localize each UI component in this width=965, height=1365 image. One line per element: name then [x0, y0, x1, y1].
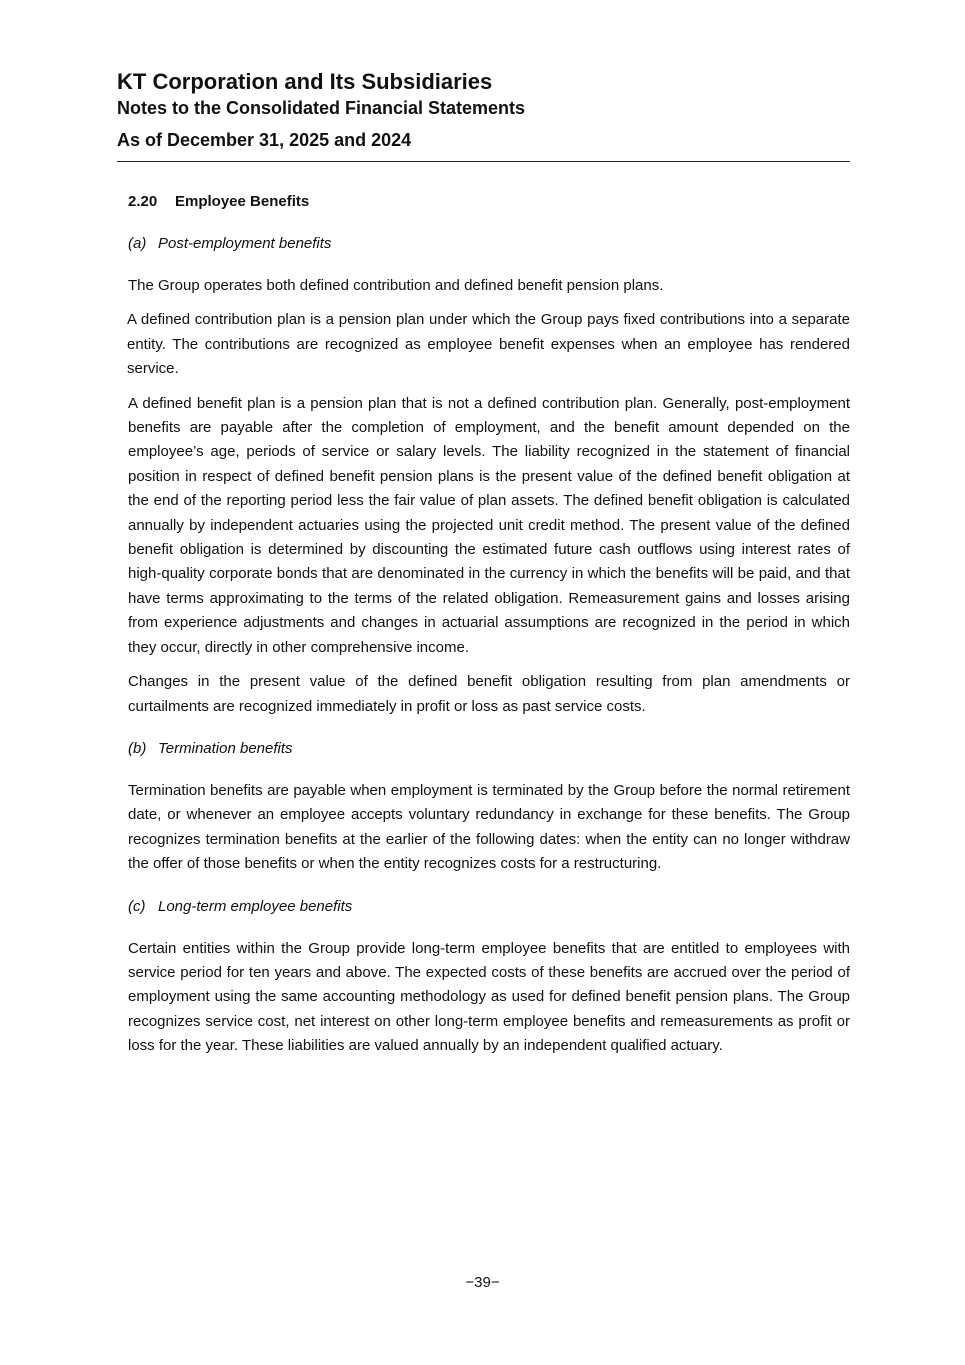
subsection-label: (a) — [128, 235, 147, 252]
section-title: Employee Benefits — [175, 193, 310, 210]
notes-body — [128, 190, 850, 1069]
reporting-period: As of December 31, 2025 and 2024 — [117, 130, 412, 150]
company-name: KT Corporation and Its Subsidiaries — [117, 69, 493, 94]
subsection-heading-b — [128, 737, 850, 761]
paragraph: The Group operates both defined contribution and defined benefit pension plans. — [128, 277, 664, 294]
subsection-heading-a — [128, 232, 850, 256]
paragraph: A defined contribution plan is a pension plan under which the Group pays fixed contributions into a separate entity. The contributions are recognized as employee benefit expenses when an employee has rendered service. — [127, 311, 850, 378]
subsection-title: Long-term employee benefits — [158, 897, 353, 915]
section-number: 2.20 — [128, 193, 158, 210]
paragraph: Termination benefits are payable when employment is terminated by the Group before the normal retirement date, or whenever an employee accepts voluntary redundancy in exchange for these benefits. The Group recognizes termination benefits at the earlier of the following dates: when the entity can no longer withdraw the offer of those benefits or when the entity recognizes costs for a restructuring. — [128, 781, 850, 873]
header-divider — [117, 161, 850, 162]
subsection-title: Termination benefits — [158, 739, 293, 757]
subsection-title: Post-employment benefits — [158, 235, 332, 252]
paragraph: Changes in the present value of the defined benefit obligation resulting from plan amendments or curtailments are recognized immediately in profit or loss as past service costs. — [128, 673, 850, 715]
subsection-label: (c) — [128, 897, 146, 915]
subsection-label: (b) — [128, 739, 147, 757]
section-heading — [128, 190, 850, 214]
page-number: −39− — [465, 1274, 500, 1291]
paragraph: Certain entities within the Group provide long-term employee benefits that are entitled to employees with service period for ten years and above. The expected costs of these benefits are accrued over the period of employment using the same accounting methodology as used for defined benefit pension plans. The Group recognizes service cost, net interest on other long-term employee benefits and remeasurements as profit or loss for the year. These liabilities are valued annually by an independent qualified actuary. — [128, 939, 850, 1055]
page-header — [117, 68, 850, 152]
paragraph: A defined benefit plan is a pension plan that is not a defined contribution plan. Generally, post-employment benefits are payable after the completion of employment, and the benefit amount depended on the employee’s age, periods of service or salary levels. The liability recognized in the statement of financial position in respect of defined benefit pension plans is the present value of the defined benefit obligation at the end of the reporting period less the fair value of plan assets. The defined benefit obligation is calculated annually by independent actuaries using the projected unit credit method. The present value of the defined benefit obligation is determined by discounting the estimated future cash outflows using interest rates of high-quality corporate bonds that are denominated in the currency in which the benefits will be paid, and that have terms approximating to the terms of the related obligation. Remeasurement gains and losses arising from experience adjustments and changes in actuarial assumptions are recognized in the period in which they occur, directly in other comprehensive income. — [128, 394, 850, 656]
document-subtitle: Notes to the Consolidated Financial Statements — [117, 98, 526, 118]
subsection-heading-c — [128, 895, 850, 919]
